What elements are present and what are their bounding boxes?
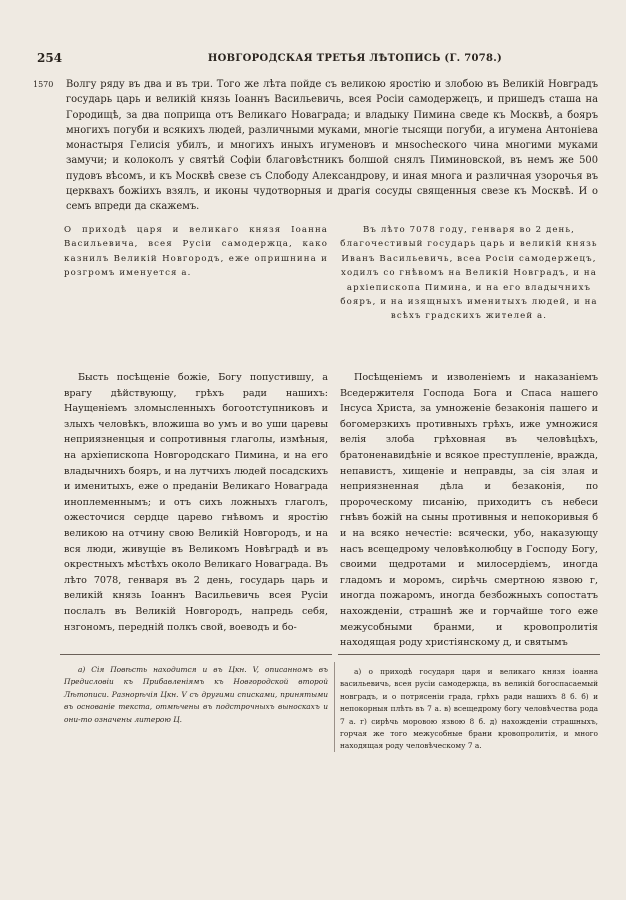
left-column-heading: О приходѣ царя и великаго князя Іоанна Васильевича, всея Русіи самодержца, како казнилъ Великій Новгородъ, еже опришнина и розгромъ именуется а. (64, 225, 328, 279)
footnote-rule-left (60, 654, 332, 655)
margin-year: 1570 (33, 80, 54, 89)
left-column-body: Бысть посѣщеніе божіе, Богу попустившу, а врагу дѣйствующу, грѣхъ ради нашихъ: Наущеніемъ зломысленныхъ богоотступниковъ и злыхъ человѣкъ, вложиша во умъ и во уши царевы неприязненцыя и сопротивныя глаголы, измѣныя, на архіепископа Новгородскаго Пимина, и на его владычнихъ бояръ, и на лутчихъ людей посадскихъ и именитыхъ, еже о преданіи Великаго Новаграда иноплеменнымъ; и отъ сихъ ложныхъ глаголъ, ожесточися сердце царево гнѣвомъ и яростію великою на отчину свою Великій Новгородъ, и на вся люди, живущіе въ Великомъ Новѣградѣ и въ окрестныхъ мѣстѣхъ около Великаго Новаграда. Въ лѣто 7078, генваря въ 2 день, государь царь и великій князь Іоаннъ Васильевичь всея Русіи послалъ въ Великій Новгородъ, напредь себя, нзгономъ, передній полкъ свой, воеводъ и бо- (64, 372, 328, 633)
footnote-left: а) Сія Повѣсть находится и въ Цкн. V, описанномъ въ Предисловіи къ Прибавленіямъ къ Новгородской второй Лѣтописи. Разнорѣчія Цкн. V съ другими списками, принятыми въ основаніе текста, отмѣчены въ подстрочныхъ выноскахъ и они-то означены литерою Ц. (64, 665, 328, 724)
page-number: 254 (37, 51, 63, 65)
running-title: НОВГОРОДСКАЯ ТРЕТЬЯ ЛѢТОПИСЬ (Г. 7078.) (207, 53, 503, 64)
right-column-body: Посѣщеніемъ и изволеніемъ и наказаніемъ Вседержителя Господа Бога и Спаса нашего Інсуса Христа, за умноженіе безакoнія пашего и богомерзкихъ противныхъ грѣхъ, иже умножися велія злоба грѣховная въ человѣцѣхъ, братоненавидѣніе и всякое преступленіе, вражда, непавистъ, хищеніе и неправды, за сія злая и неприязненная дѣла и безаконія, по пророческому писанію, приходитъ съ небеси гнѣвъ божій на сыны противныя и непокоривыя б и на всяко нечестіе: всячески, убо, наказующу насъ всещедрому человѣколюбцу в Господу Богу, своими щедротами и милосердіемъ, иногда гладомъ и моромъ, сирѣчь смертною язвою г, иногда пожаромъ, иногда безбожныхъ сопостатъ нахожденіи, страшнѣ же и горчайше того еже межусобными бранми, и кровопролитія находящая роду христіянскому д, и святымъ (340, 372, 598, 649)
right-column-heading: Въ лѣто 7078 году, генваря во 2 день, благочестивый государь царь и великій князь Иванъ Васильевичь, всеа Росіи самодержецъ, ходилъ со гнѣвомъ на Великій Новградъ, и на архіепископа Пимина, и на его владычнихъ бояръ, и на изящныхъ именитыхъ людей, и на всѣхъ градскихъ жителей а. (340, 225, 598, 322)
footnote-column-divider (334, 662, 335, 752)
intro-paragraph: Волгу ряду въ два и въ три. Того же лѣта пойде съ великою яростію и злобою въ Великій Новградъ государь царь и великій князь Іоаннъ Васильевичь, всея Росіи самодержецъ, и пришедъ сташа на Городищѣ, за два поприща отъ Великаго Новаграда; и владыку Пимина сведе къ Москвѣ, а бояръ многихъ погуби и всякихъ людей, различными муками, многіе тысящи погуби, а игумена Антоніева монастыря Гелисія убилъ, и многихъ иныхъ игуменовъ и мнsocheского чина многими муками замучи; и колоколъ у святѣй Софіи благовѣстникъ болшой снялъ Пиминовской, въ немъ же 500 пудовъ вѣсомъ, и къ Москвѣ свезе съ Слободу Александрову, и иная многа и различная узорочья въ церквахъ божіихъ взялъ, и иконы чудотворныя и драгія сосуды священныя свезе къ Москвѣ. И о семъ впреди да скажемъ. (66, 79, 598, 213)
footnote-right: а) о приходѣ государя царя и великаго князя іоанна васильевичь, всея русіи самодержца, въ великій богоспасаемый новградъ, и о потрясеніи града, грѣхъ ради нашихъ 8 б. б) и непокорныя плѣть въ 7 а. в) всещедрому богу человѣчества рода 7 а. г) сирѣчь моровою язвою 8 б. д) нахожденіи страшныхъ, горчая же того межусобные брани кровопролитія, и много находящая роду человѣческому 7 а. (340, 667, 598, 751)
footnote-rule-right (338, 654, 600, 655)
